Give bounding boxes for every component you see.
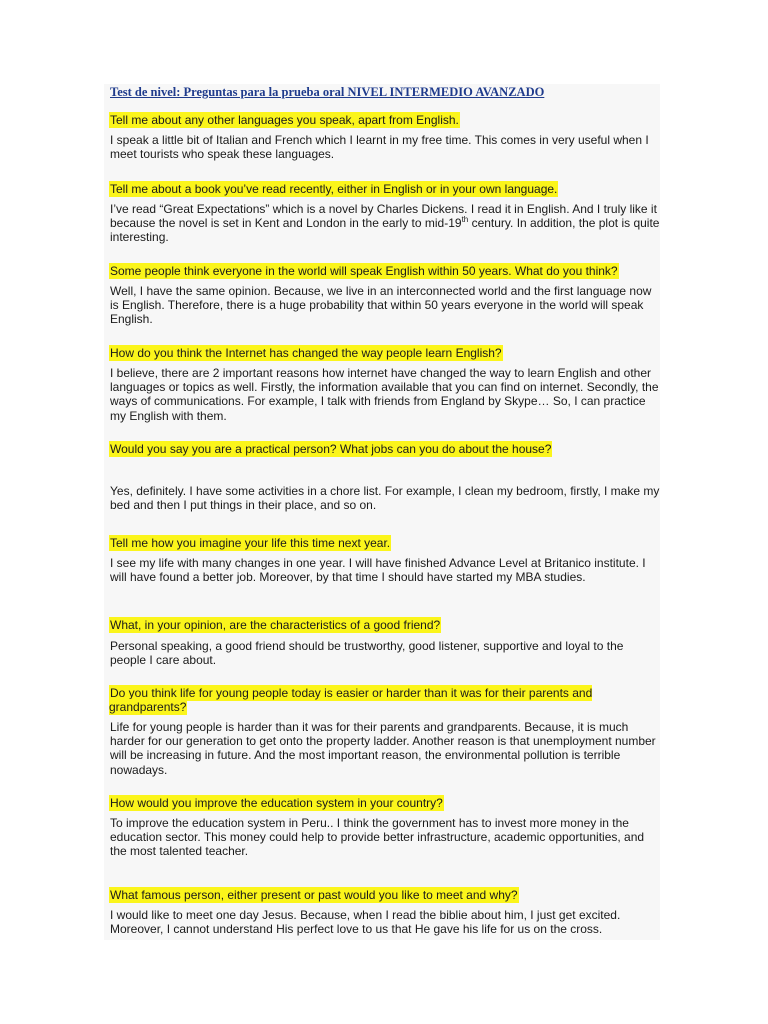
answer-4: I believe, there are 2 important reasons how internet have changed the way to learn English and other languages or topics as well. Firstly, the information available that you can find on internet. Secondly, the ways of communications. For example, I talk with friends from England by Skype… So, I can practice my English with them. [110, 366, 659, 423]
question-2-highlight: Tell me about a book you’ve read recently, either in English or in your own language. [110, 182, 558, 196]
question-8 [109, 686, 639, 714]
answer-7: Personal speaking, a good friend should be trustworthy, good listener, supportive and loyal to the people I care about. [110, 639, 624, 668]
answer-1: I speak a little bit of Italian and French which I learnt in my free time. This comes in very useful when I meet tourists who speak these languages. [110, 133, 649, 162]
question-7 [109, 618, 441, 632]
question-3-highlight: Some people think everyone in the world will speak English within 50 years. What do you think? [110, 264, 618, 278]
answer-9: To improve the education system in Peru.. I think the government has to invest more money in the education sector. This money could help to provide better infrastructure, academic opportunities, and the most talented teacher. [110, 816, 645, 859]
question-9 [109, 796, 444, 810]
answer-2-superscript: th [461, 215, 469, 225]
question-1 [109, 113, 460, 127]
answer-2-text: I’ve read “Great Expectations” which is a novel by Charles Dickens. I read it in English. And I truly like it because the novel is set in Kent and London in the early to mid-19 [110, 202, 657, 231]
question-9-highlight: How would you improve the education system in your country? [110, 796, 443, 810]
question-3 [109, 264, 619, 278]
question-6 [109, 536, 391, 550]
question-4-highlight: How do you think the Internet has changed the way people learn English? [110, 346, 502, 360]
question-2 [109, 182, 558, 196]
question-7-highlight: What, in your opinion, are the characteristics of a good friend? [110, 618, 441, 632]
question-10 [109, 888, 519, 902]
question-6-highlight: Tell me how you imagine your life this time next year. [110, 536, 391, 550]
question-8-highlight: Do you think life for young people today is easier or harder than it was for their parents and grandparents? [109, 686, 593, 714]
question-10-highlight: What famous person, either present or past would you like to meet and why? [110, 888, 518, 902]
question-4 [109, 346, 503, 360]
answer-3: Well, I have the same opinion. Because, we live in an interconnected world and the first language now is English. Therefore, there is a huge probability that within 50 years everyone in the world will speak English. [110, 284, 652, 327]
answer-6: I see my life with many changes in one year. I will have finished Advance Level at Britanico institute. I will have found a better job. Moreover, by that time I should have started my MBA studies. [110, 556, 646, 585]
question-1-highlight: Tell me about any other languages you speak, apart from English. [110, 113, 459, 127]
answer-8: Life for young people is harder than it was for their parents and grandparents. Because, it is much harder for our generation to get onto the property ladder. Another reason is that unemployment number will be increasing in future. And the most important reason, the environmental pollution is terrible nowadays. [110, 720, 656, 777]
question-5 [109, 442, 552, 456]
answer-2-text-end: century. In addition, the plot is quite interesting. [110, 216, 660, 245]
question-5-highlight: Would you say you are a practical person? What jobs can you do about the house? [110, 442, 552, 456]
answer-10: I would like to meet one day Jesus. Because, when I read the biblie about him, I just get excited. Moreover, I cannot understand His perfect love to us that He gave his life for us on the cross. [110, 908, 621, 937]
answer-2 [110, 202, 662, 245]
page-title: Test de nivel: Preguntas para la prueba oral NIVEL INTERMEDIO AVANZADO [110, 85, 545, 99]
answer-5: Yes, definitely. I have some activities in a chore list. For example, I clean my bedroom, firstly, I make my bed and then I put things in their place, and so on. [110, 484, 660, 513]
